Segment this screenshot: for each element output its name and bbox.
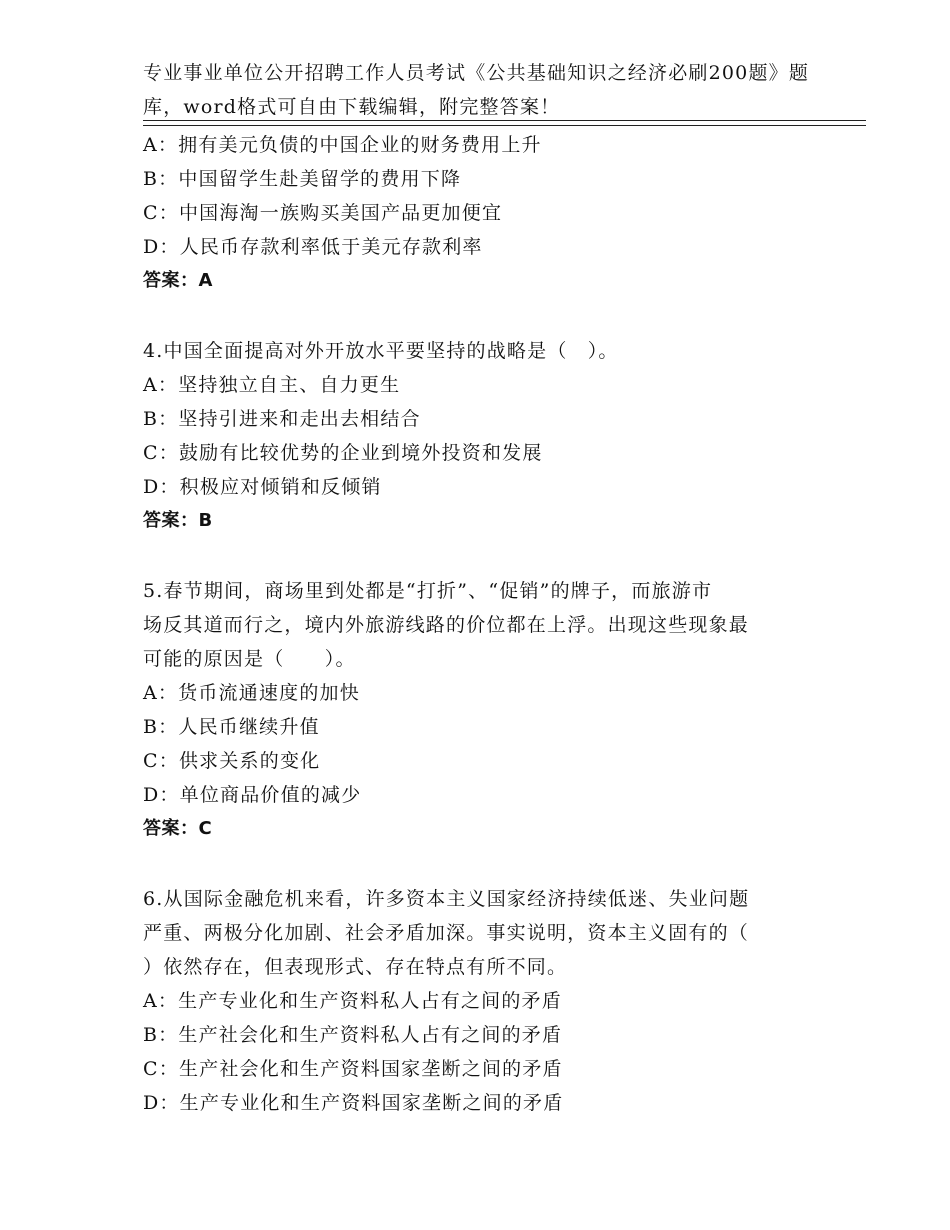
option-a: A：生产专业化和生产资料私人占有之间的矛盾 <box>143 990 562 1012</box>
option-d: D：人民币存款利率低于美元存款利率 <box>143 236 483 258</box>
answer-label: 答案：C <box>143 818 213 839</box>
option-c: C：供求关系的变化 <box>143 750 321 772</box>
question-stem: 可能的原因是（ ）。 <box>143 648 356 670</box>
question-gap <box>143 298 803 334</box>
question-block <box>143 882 803 1120</box>
option-c: C：生产社会化和生产资料国家垄断之间的矛盾 <box>143 1058 563 1080</box>
question-stem: ）依然存在，但表现形式、存在特点有所不同。 <box>143 956 568 978</box>
option-b: B：人民币继续升值 <box>143 716 320 738</box>
question-stem: 场反其道而行之，境内外旅游线路的价位都在上浮。出现这些现象最 <box>143 614 750 636</box>
header-rule-top <box>143 120 866 121</box>
question-list <box>143 128 803 1120</box>
option-a: A：货币流通速度的加快 <box>143 682 360 704</box>
option-d: D：单位商品价值的减少 <box>143 784 362 806</box>
question-stem: 6.从国际金融危机来看，许多资本主义国家经济持续低迷、失业问题 <box>143 888 750 910</box>
option-b: B：坚持引进来和走出去相结合 <box>143 408 421 430</box>
option-a: A：拥有美元负债的中国企业的财务费用上升 <box>143 134 542 156</box>
document-header <box>143 56 810 124</box>
option-d: D：生产专业化和生产资料国家垄断之间的矛盾 <box>143 1092 564 1114</box>
question-block <box>143 574 803 846</box>
header-rule-bottom <box>143 125 866 126</box>
option-c: C：中国海淘一族购买美国产品更加便宜 <box>143 202 503 224</box>
option-c: C：鼓励有比较优势的企业到境外投资和发展 <box>143 442 543 464</box>
answer-label: 答案：A <box>143 270 213 291</box>
option-a: A：坚持独立自主、自力更生 <box>143 374 401 396</box>
option-b: B：生产社会化和生产资料私人占有之间的矛盾 <box>143 1024 563 1046</box>
header-line-1: 专业事业单位公开招聘工作人员考试《公共基础知识之经济必刷200题》题 <box>143 62 810 84</box>
question-stem: 严重、两极分化加剧、社会矛盾加深。事实说明，资本主义固有的（ <box>143 922 750 944</box>
option-d: D：积极应对倾销和反倾销 <box>143 476 382 498</box>
question-gap <box>143 538 803 574</box>
question-gap <box>143 846 803 882</box>
option-b: B：中国留学生赴美留学的费用下降 <box>143 168 462 190</box>
question-block <box>143 334 803 538</box>
question-stem: 4.中国全面提高对外开放水平要坚持的战略是（ ）。 <box>143 340 619 362</box>
question-block <box>143 128 803 298</box>
answer-label: 答案：B <box>143 510 213 531</box>
header-line-2: 库，word格式可自由下载编辑，附完整答案！ <box>143 96 561 118</box>
question-stem: 5.春节期间，商场里到处都是“打折”、“促销”的牌子，而旅游市 <box>143 580 713 602</box>
